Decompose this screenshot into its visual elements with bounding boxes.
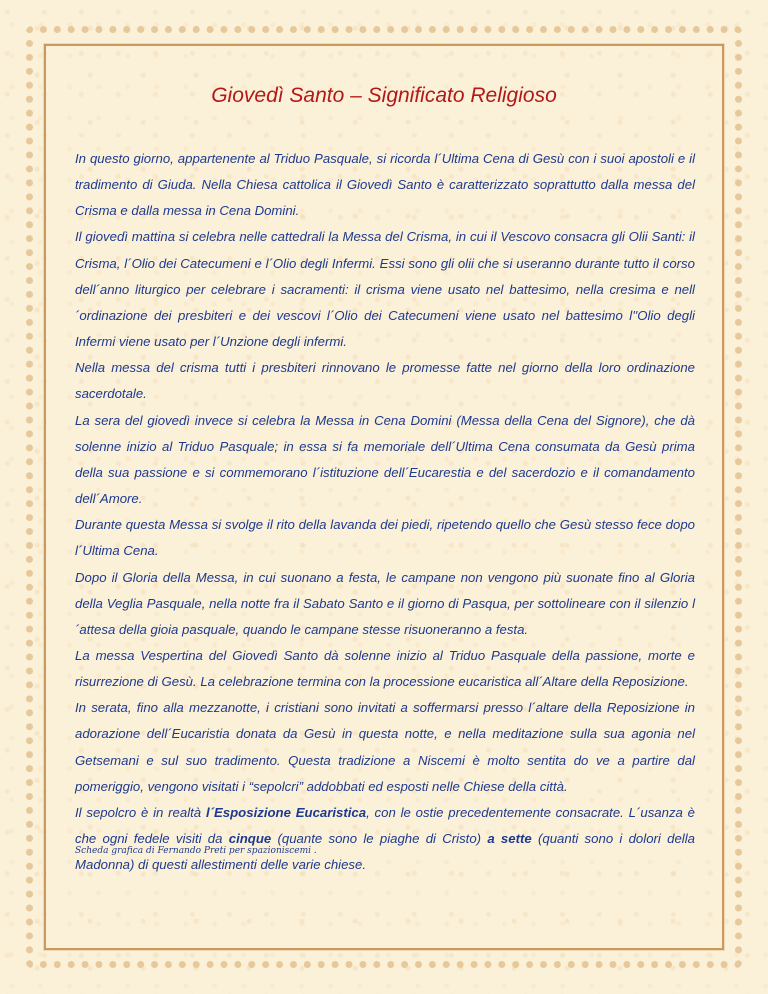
- paragraph-messa-crisma: Il giovedì mattina si celebra nelle cattedrali la Messa del Crisma, in cui il Vescovo consacra gli Olii Santi: il Crisma, l´Olio dei Catecumeni e l´Olio degli Infermi. Essi sono gli olii che si useranno durante tutto il corso dell´anno liturgico per celebrare i sacramenti: il crisma viene usato nel battesimo, nella cresima e nell´ordinazione dei presbiteri e dei vescovi l´Olio dei Catecumeni viene usato nel battesimo l''Olio degli Infermi viene usato per l´Unzione degli infermi.: [75, 229, 695, 350]
- paragraph-lavanda-piedi: Durante questa Messa si svolge il rito della lavanda dei piedi, ripetendo quello che Gesù stesso fece dopo l´Ultima Cena.: [75, 517, 695, 559]
- sepolcro-text-3: (quante sono le piaghe di Cristo): [271, 831, 488, 847]
- paragraph-sepolcro: [75, 800, 695, 878]
- sepolcro-bold-cinque: cinque: [228, 831, 272, 847]
- paragraph-intro: In questo giorno, appartenente al Triduo Pasquale, si ricorda l´Ultima Cena di Gesù con i suoi apostoli e il tradimento di Giuda. Nella Chiesa cattolica il Giovedì Santo è caratterizzato soprattutto dalla messa del Crisma e dalla messa in Cena Domini.: [75, 151, 695, 219]
- sepolcro-text-1: Il sepolcro è in realtà: [75, 804, 206, 820]
- paragraph-promesse: Nella messa del crisma tutti i presbiteri rinnovano le promesse fatte nel giorno della loro ordinazione sacerdotale.: [75, 360, 695, 402]
- paragraph-messa-vespertina: La messa Vespertina del Giovedì Santo dà solenne inizio al Triduo Pasquale della passione, morte e risurrezione di Gesù. La celebrazione termina con la processione eucaristica all´Altare della Reposizione.: [75, 647, 695, 690]
- sepolcro-text-2: , con le ostie precedentemente consacrate. L´usanza è che ogni fedele visiti da: [75, 804, 695, 847]
- paragraph-campane: Dopo il Gloria della Messa, in cui suonano a festa, le campane non vengono più suonate fino al Gloria della Veglia Pasquale, nella notte fra il Sabato Santo e il giorno di Pasqua, per sottolineare con il silenzio l´attesa della gioia pasquale, quando le campane stesse risuoneranno a festa.: [75, 569, 695, 637]
- sepolcro-text-4: (quanti sono i dolori della Madonna) di questi allestimenti delle varie chiese.: [75, 831, 695, 873]
- credit-line: Scheda grafica di Fernando Preti per spazioniscemi .: [75, 846, 317, 856]
- sepolcro-bold-sette: a sette: [487, 831, 532, 847]
- article-body: [75, 146, 695, 878]
- sepolcro-bold-esposizione: l´Esposizione Eucaristica: [205, 804, 367, 820]
- page-title: Giovedì Santo – Significato Religioso: [211, 84, 557, 107]
- paragraph-serata: In serata, fino alla mezzanotte, i cristiani sono invitati a soffermarsi presso l´altare della Reposizione in adorazione dell´Eucaristia donata da Gesù in questa notte, e nella meditazione sulla sua agonia nel Getsemani e sul suo tradimento. Questa tradizione a Niscemi è molto sentita do ve a partire dal pomeriggio, vengono visitati i “sepolcri” addobbati ed esposti nelle Chiese della città.: [75, 700, 695, 794]
- paragraph-cena-domini: La sera del giovedì invece si celebra la Messa in Cena Domini (Messa della Cena del Signore), che dà solenne inizio al Triduo Pasquale; in essa si fa memoriale dell´Ultima Cena consumata da Gesù prima della sua passione e si commemorano l´istituzione dell´Eucarestia e del sacerdozio e il comandamento dell´Amore.: [75, 412, 695, 507]
